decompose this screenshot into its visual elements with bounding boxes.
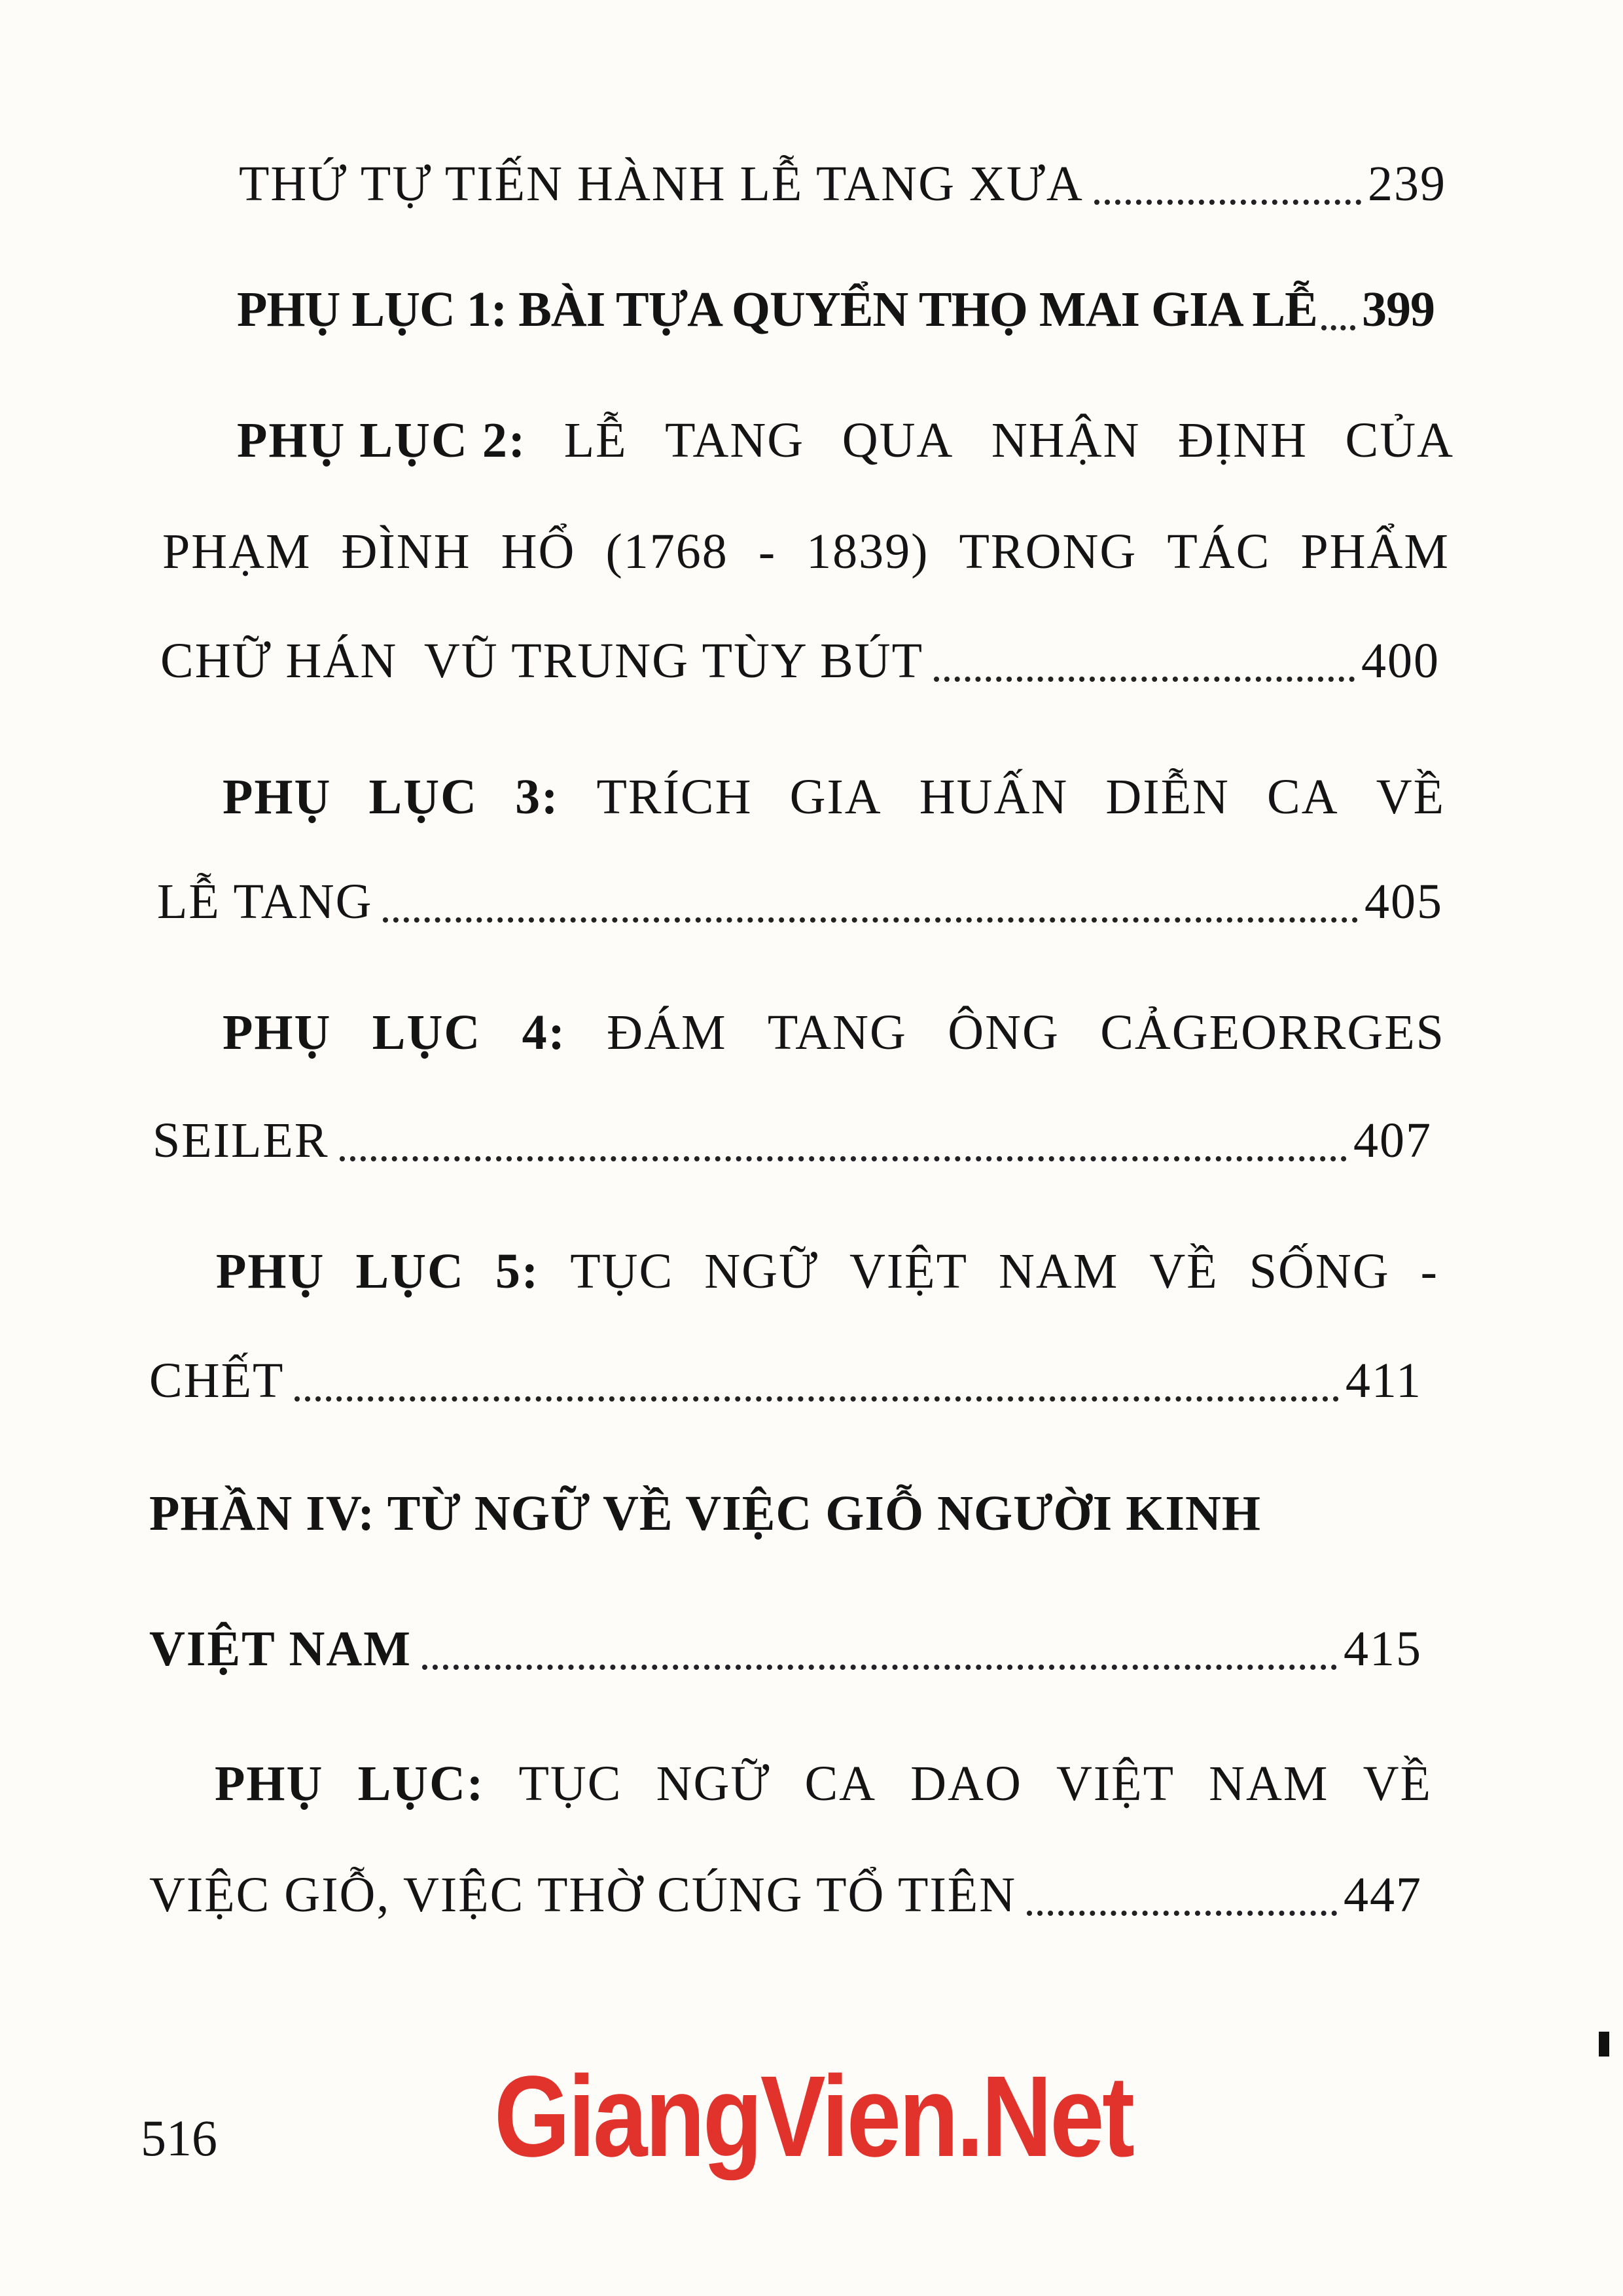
scan-mark: [1599, 2032, 1609, 2057]
toc-entry-title: LỄ TANG: [157, 874, 373, 929]
dot-leader: [1321, 325, 1355, 330]
dot-leader: [383, 917, 1358, 923]
toc-entry-1: [239, 152, 1446, 215]
toc-entry-title: SEILER: [152, 1113, 329, 1168]
toc-entry-5-line-1: PHỤ LỤC 4: ĐÁM TANG ÔNG CẢGEORRGES: [223, 1005, 1445, 1060]
dot-leader: [340, 1156, 1347, 1161]
toc-entry-8-line-1: PHỤ LỤC: TỤC NGỮ CA DAO VIỆT NAM VỀ: [215, 1756, 1432, 1811]
toc-entry-7-line-2: [149, 1617, 1422, 1680]
toc-entry-title: CHẾT: [149, 1353, 285, 1408]
toc-page-number: 405: [1364, 874, 1443, 929]
toc-entry-6-line-1: PHỤ LỤC 5: TỤC NGỮ VIỆT NAM VỀ SỐNG -: [216, 1244, 1438, 1299]
toc-page-number: 407: [1353, 1113, 1432, 1168]
toc-entry-3-line-3: [160, 629, 1440, 692]
toc-page-number: 411: [1345, 1353, 1422, 1408]
toc-entry-6-line-2: [149, 1349, 1422, 1412]
toc-entry-5-line-2: [152, 1109, 1432, 1172]
toc-entry-4-line-1: PHỤ LỤC 3: TRÍCH GIA HUẤN DIỄN CA VỀ: [223, 769, 1445, 824]
toc-entry-title: VIỆT NAM: [149, 1621, 412, 1676]
toc-entry-7-line-1: PHẦN IV: TỪ NGỮ VỀ VIỆC GIỖ NGƯỜI KINH: [149, 1486, 1261, 1541]
toc-entry-title: THỨ TỰ TIẾN HÀNH LỄ TANG XƯA: [239, 156, 1084, 211]
toc-entry-8-line-2: [149, 1863, 1422, 1926]
toc-page-number: 239: [1368, 156, 1446, 211]
toc-entry-3-line-2: PHẠM ĐÌNH HỔ (1768 - 1839) TRONG TÁC PHẨM: [162, 524, 1450, 579]
watermark-logo: GiangVien.Net: [494, 2053, 1133, 2181]
toc-entry-2: [237, 278, 1435, 341]
dot-leader: [1027, 1911, 1337, 1916]
toc-page-number: 399: [1362, 282, 1435, 337]
toc-entry-title: VIỆC GIỖ, VIỆC THỜ CÚNG TỔ TIÊN: [149, 1867, 1017, 1922]
dot-leader: [934, 677, 1355, 682]
toc-entry-title: PHỤ LỤC 1: BÀI TỰA QUYỂN THỌ MAI GIA LỄ: [237, 282, 1317, 337]
dot-leader: [1094, 200, 1361, 205]
toc-page-number: 447: [1344, 1867, 1422, 1922]
toc-entry-4-line-2: [157, 870, 1443, 933]
toc-page-number: 415: [1344, 1621, 1422, 1676]
toc-entry-title: CHỮ HÁN VŨ TRUNG TÙY BÚT: [160, 633, 923, 688]
page-number: 516: [141, 2110, 217, 2166]
toc-entry-3-line-1: PHỤ LỤC 2: LỄ TANG QUA NHẬN ĐỊNH CỦA: [237, 413, 1454, 468]
dot-leader: [422, 1665, 1337, 1670]
dot-leader: [294, 1396, 1338, 1402]
toc-page-number: 400: [1361, 633, 1440, 688]
